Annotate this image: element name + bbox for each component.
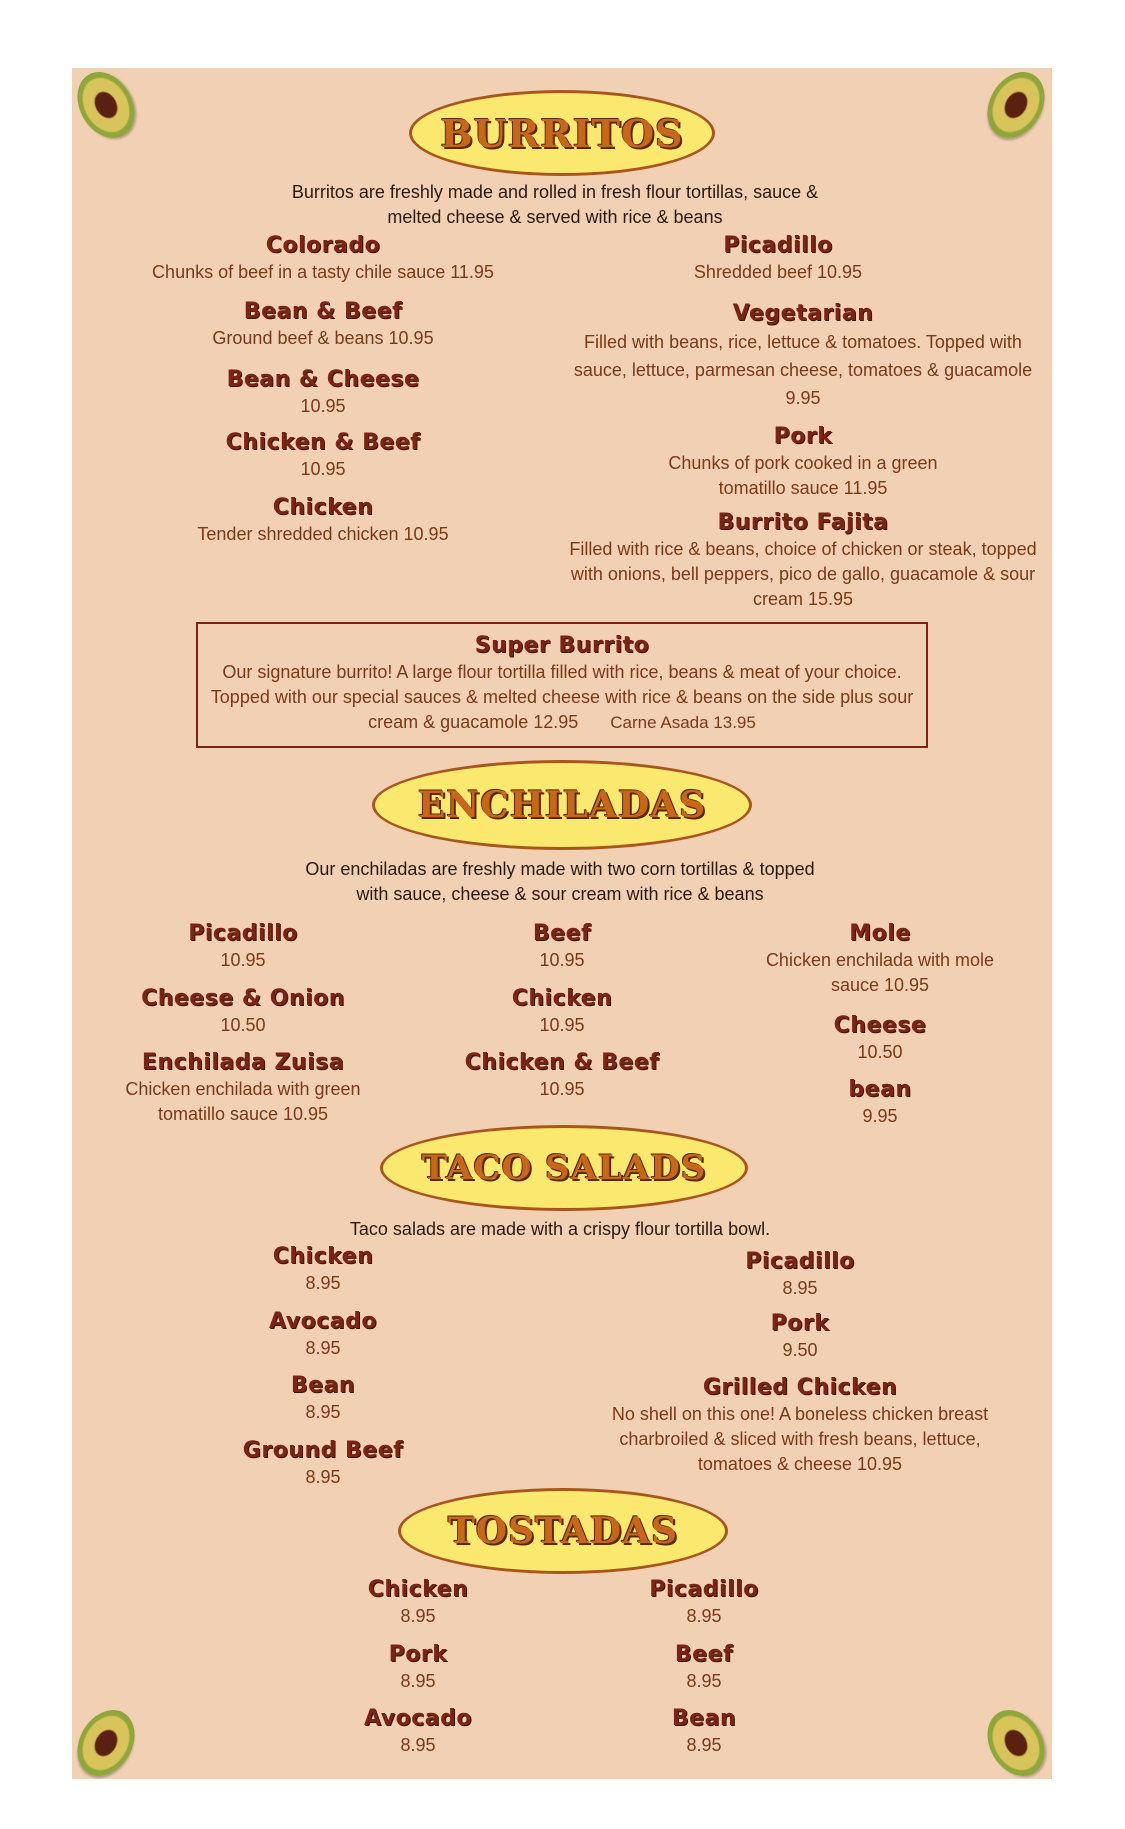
menu-item: Chicken 8.95 [272, 1244, 374, 1293]
menu-item: Picadillo 8.95 [745, 1249, 855, 1298]
menu-item: Bean 8.95 [671, 1706, 737, 1755]
menu-item: Colorado Chunks of beef in a tasty chile sauce 11.95 [152, 233, 494, 282]
tostadas-title: TOSTADAS [447, 1510, 679, 1552]
menu-item: Picadillo Shredded beef 10.95 [693, 233, 863, 282]
menu-item: Enchilada Zuisa Chicken enchilada with green tomatillo sauce 10.95 [125, 1050, 361, 1124]
menu-item: Chicken & Beef 10.95 [225, 430, 421, 479]
menu-item: Ground Beef 8.95 [242, 1438, 404, 1487]
menu-item: Bean 8.95 [290, 1373, 356, 1422]
carne-asada-price: Carne Asada 13.95 [610, 713, 756, 732]
menu-item: Picadillo 8.95 [649, 1577, 759, 1626]
menu-item: Picadillo 10.95 [188, 921, 298, 970]
taco-salads-intro: Taco salads are made with a crispy flour tortilla bowl. [349, 1219, 771, 1239]
menu-item: Avocado 8.95 [269, 1309, 377, 1358]
menu-item: bean 9.95 [848, 1077, 912, 1126]
menu-item: Vegetarian Filled with beans, rice, lettuce & tomatoes. Topped with sauce, lettuce, parmesan cheese, tomatoes & guacamole 9.95 [573, 301, 1033, 408]
burritos-intro: Burritos are freshly made and rolled in fresh flour tortillas, sauce & melted cheese & served with rice & beans [291, 182, 819, 227]
menu-item: Cheese & Onion 10.50 [141, 986, 345, 1035]
enchiladas-banner [372, 760, 752, 850]
menu-item: Chicken 10.95 [511, 986, 613, 1035]
menu-item: Chicken & Beef 10.95 [464, 1050, 660, 1099]
menu-item: Burrito Fajita Filled with rice & beans, choice of chicken or steak, topped with onions, bell peppers, pico de gallo, guacamole & sour cream 15.95 [569, 510, 1037, 609]
enchiladas-intro: Our enchiladas are freshly made with two corn tortillas & topped with sauce, cheese & sour cream with rice & beans [305, 859, 815, 904]
burritos-title: BURRITOS [440, 110, 684, 156]
menu-item: Beef 10.95 [532, 921, 592, 970]
menu-item: Bean & Cheese 10.95 [226, 367, 420, 416]
menu-item: Chicken 8.95 [367, 1577, 469, 1626]
menu-item: Grilled Chicken No shell on this one! A boneless chicken breast charbroiled & sliced with fresh beans, lettuce, tomatoes & cheese 10.95 [611, 1375, 989, 1474]
taco-salads-banner [380, 1125, 748, 1211]
enchiladas-title: ENCHILADAS [417, 784, 707, 826]
menu-item: Bean & Beef Ground beef & beans 10.95 [212, 299, 434, 348]
menu-item: Pork 9.50 [770, 1311, 830, 1360]
taco-salads-title: TACO SALADS [421, 1148, 707, 1188]
menu-item-special: Super Burrito Our signature burrito! A large flour tortilla filled with rice, beans & meat of your choice. Topped with our special sauces & melted cheese with rice & beans on the side plus sour cream & guacamole 12.95 Carne Asada 13.95 [210, 633, 914, 732]
menu-item: Mole Chicken enchilada with mole sauce 10.95 [765, 921, 995, 995]
burritos-banner [409, 90, 715, 176]
menu-item: Beef 8.95 [674, 1642, 734, 1691]
menu-item: Pork Chunks of pork cooked in a green tomatillo sauce 11.95 [668, 424, 938, 498]
tostadas-banner [398, 1488, 728, 1574]
menu-item: Cheese 10.50 [833, 1013, 927, 1062]
menu-item: Avocado 8.95 [364, 1706, 472, 1755]
menu-item: Pork 8.95 [388, 1642, 448, 1691]
menu-item: Chicken Tender shredded chicken 10.95 [197, 495, 449, 544]
